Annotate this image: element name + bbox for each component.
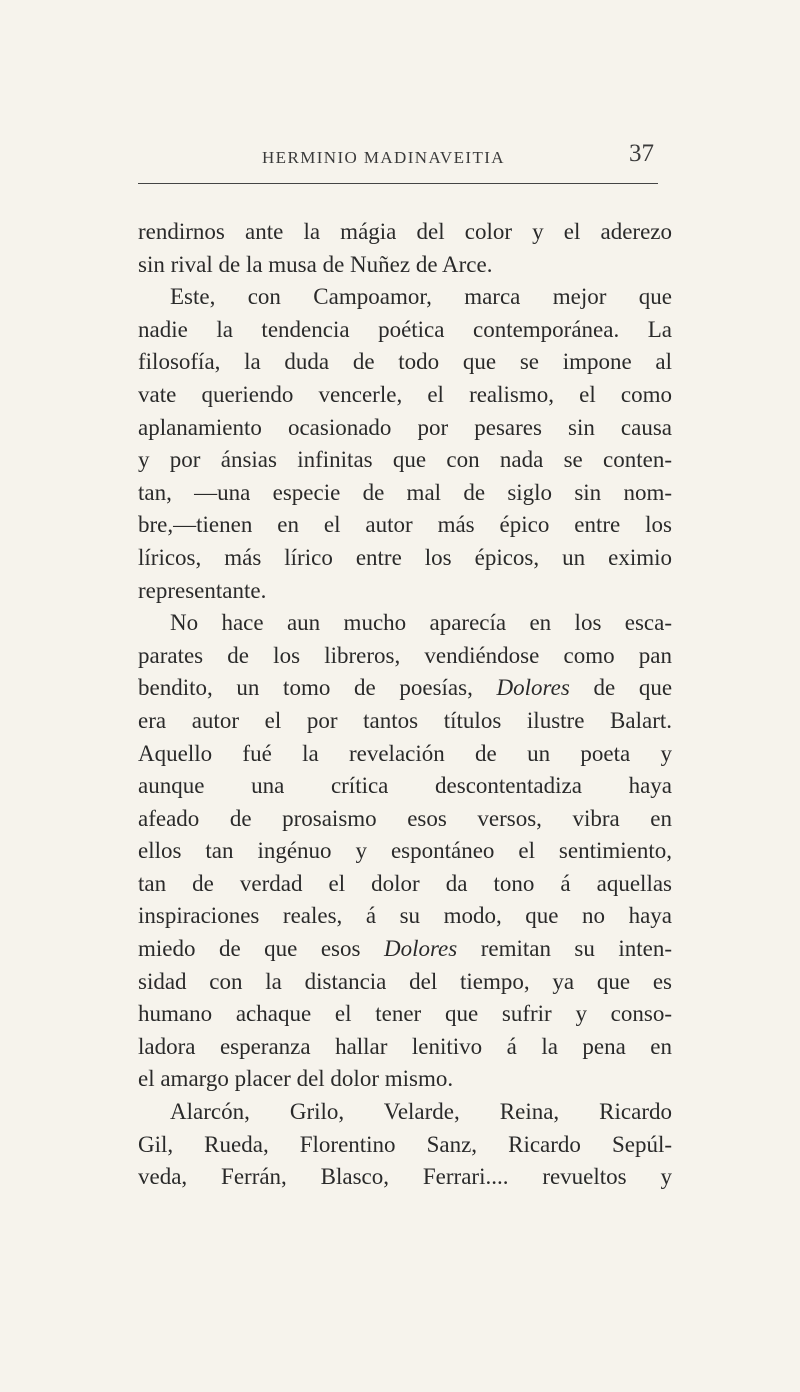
text-line: afeado de prosaismo esos versos, vibra en	[138, 805, 672, 831]
text-line: tan, —una especie de mal de siglo sin nom-	[138, 479, 672, 505]
text-line: ladora esperanza hallar lenitivo á la pena en	[138, 1033, 672, 1059]
text-line: No hace aun mucho aparecía en los esca-	[170, 610, 672, 636]
text-line: filosofía, la duda de todo que se impone al	[138, 349, 672, 375]
text-line: Gil, Rueda, Florentino Sanz, Ricardo Sepúl-	[138, 1131, 672, 1157]
text-line: inspiraciones reales, á su modo, que no haya	[138, 903, 672, 929]
text-line: representante.	[138, 577, 267, 603]
text-line: veda, Ferrán, Blasco, Ferrari.... revueltos y	[138, 1164, 672, 1190]
text-line: aunque una crítica descontentadiza haya	[138, 773, 672, 799]
text-line: sin rival de la musa de Nuñez de Arce.	[138, 251, 493, 277]
text-segment: remitan su inten-	[480, 936, 673, 962]
page-number: 37	[629, 140, 654, 167]
text-line: rendirnos ante la mágia del color y el aderezo	[138, 219, 672, 244]
text-line: Aquello fué la revelación de un poeta y	[138, 740, 672, 766]
text-line: el amargo placer del dolor mismo.	[138, 1066, 454, 1092]
text-line	[138, 672, 672, 705]
text-line: Este, con Campoamor, marca mejor que	[170, 284, 672, 310]
book-title-dolores: Dolores	[496, 675, 570, 701]
text-segment: bendito, un tomo de poesías,	[138, 675, 473, 701]
text-segment: miedo de que esos	[138, 936, 361, 962]
text-line: bre,—tienen en el autor más épico entre los	[138, 512, 672, 538]
running-header	[138, 140, 658, 174]
text-line: humano achaque el tener que sufrir y conso-	[138, 1001, 672, 1027]
header-rule	[138, 183, 658, 184]
book-title-dolores: Dolores	[383, 936, 458, 962]
text-line: aplanamiento ocasionado por pesares sin causa	[138, 414, 672, 440]
text-line: vate queriendo vencerle, el realismo, el como	[138, 381, 672, 407]
text-line: tan de verdad el dolor da tono á aquellas	[138, 870, 672, 896]
text-line	[138, 933, 672, 966]
text-line: nadie la tendencia poética contemporánea. La	[138, 316, 672, 342]
text-line: era autor el por tantos títulos ilustre Balart.	[138, 707, 672, 733]
text-segment: de que	[593, 675, 673, 701]
text-line: y por ánsias infinitas que con nada se conten-	[138, 447, 672, 473]
running-head-author: HERMINIO MADINAVEITIA	[262, 148, 505, 167]
text-line: parates de los libreros, vendiéndose como pan	[138, 642, 672, 668]
text-line: sidad con la distancia del tiempo, ya que es	[138, 968, 672, 994]
body-text	[138, 216, 672, 1194]
text-line: líricos, más lírico entre los épicos, un eximio	[138, 544, 672, 570]
text-line: ellos tan ingénuo y espontáneo el sentimiento,	[138, 838, 672, 864]
text-line: Alarcón, Grilo, Velarde, Reina, Ricardo	[170, 1099, 672, 1125]
